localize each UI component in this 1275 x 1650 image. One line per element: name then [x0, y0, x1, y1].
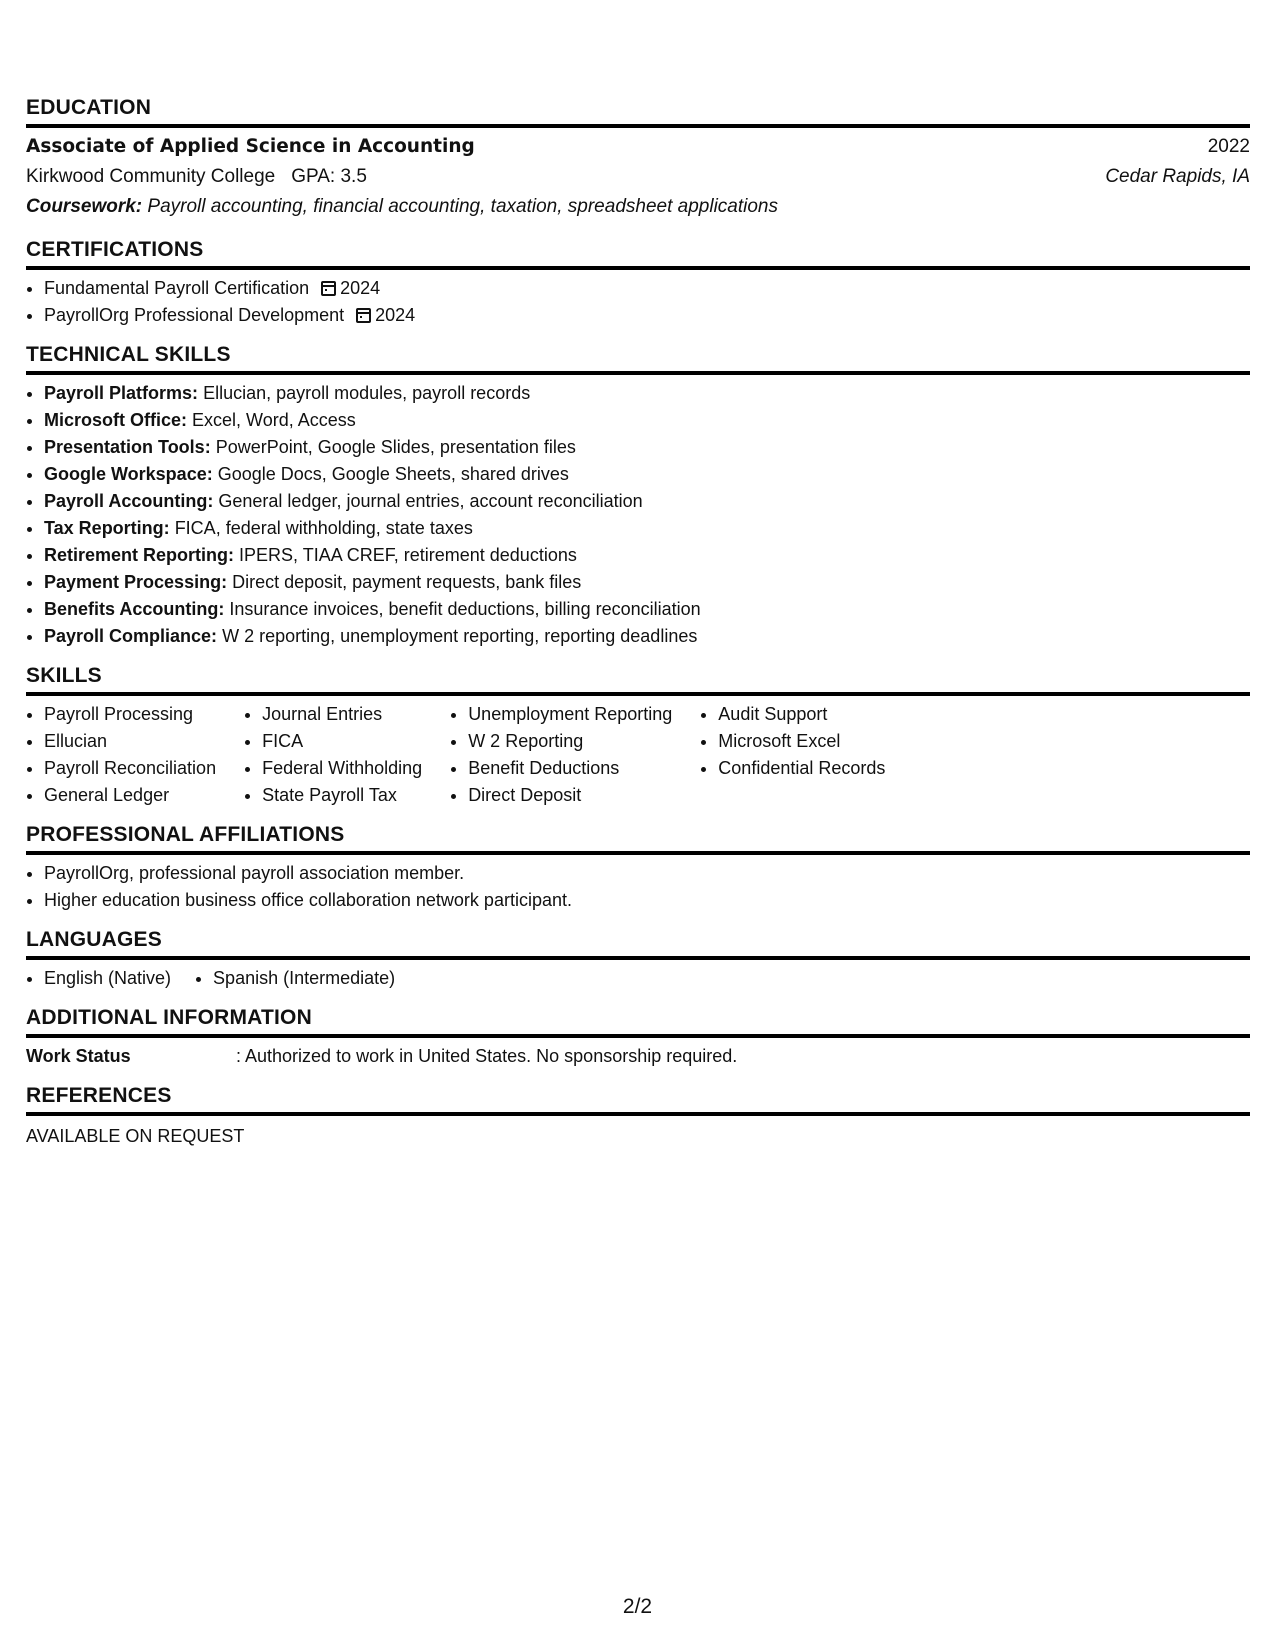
skill-item: • Audit Support [718, 701, 885, 728]
language-item: • English (Native) [44, 965, 171, 992]
skill-details: Excel, Word, Access [192, 410, 356, 430]
skill-details: General ledger, journal entries, account reconciliation [218, 491, 643, 511]
technical-skills-section [26, 343, 1250, 650]
section-title-references: REFERENCES [26, 1084, 1250, 1116]
skills-column [26, 701, 216, 809]
technical-skill-item [44, 434, 1250, 461]
technical-skill-item [44, 596, 1250, 623]
section-title-certifications: CERTIFICATIONS [26, 238, 1250, 270]
skill-category: Presentation Tools: [44, 437, 211, 457]
skill-item: • Ellucian [44, 728, 216, 755]
language-item: • Spanish (Intermediate) [213, 965, 395, 992]
skill-details: FICA, federal withholding, state taxes [174, 518, 473, 538]
school-name: Kirkwood Community College [26, 166, 276, 187]
graduation-year: 2022 [1207, 136, 1250, 157]
skill-details: Google Docs, Google Sheets, shared drives [217, 464, 569, 484]
coursework-text: Payroll accounting, financial accounting, taxation, spreadsheet applications [147, 196, 778, 217]
page-number: 2/2 [622, 1595, 653, 1618]
certifications-section [26, 238, 1250, 329]
section-title-languages: LANGUAGES [26, 928, 1250, 960]
skill-details: Direct deposit, payment requests, bank files [232, 572, 582, 592]
skills-column [700, 701, 885, 809]
technical-skill-item [44, 488, 1250, 515]
skill-item: • FICA [262, 728, 422, 755]
skill-category: Payroll Compliance: [44, 626, 218, 646]
school-location: Cedar Rapids, IA [1105, 166, 1250, 187]
references-section [26, 1084, 1250, 1150]
skills-grid [26, 701, 1250, 809]
additional-info-section [26, 1006, 1250, 1070]
skill-item: • Direct Deposit [468, 782, 672, 809]
skill-item: • W 2 Reporting [468, 728, 672, 755]
work-status-label: Work Status [26, 1046, 131, 1066]
skill-item: • Payroll Processing [44, 701, 216, 728]
work-status-row [26, 1042, 1250, 1070]
skill-item: • Payroll Reconciliation [44, 755, 216, 782]
skill-details: Ellucian, payroll modules, payroll records [203, 383, 531, 403]
skill-category: Microsoft Office: [44, 410, 188, 430]
skill-category: Retirement Reporting: [44, 545, 235, 565]
certification-item [44, 302, 1250, 329]
references-text: AVAILABLE ON REQUEST [26, 1126, 245, 1146]
section-title-additional-info: ADDITIONAL INFORMATION [26, 1006, 1250, 1038]
skill-details: W 2 reporting, unemployment reporting, reporting deadlines [222, 626, 698, 646]
certification-name: PayrollOrg Professional Development [44, 305, 345, 325]
languages-list [26, 965, 1250, 992]
skill-category: Payroll Accounting: [44, 491, 214, 511]
work-status-value: : Authorized to work in United States. No sponsorship required. [236, 1046, 738, 1066]
skill-item: • Federal Withholding [262, 755, 422, 782]
certification-year: 2024 [375, 305, 416, 325]
technical-skill-item [44, 623, 1250, 650]
technical-skill-item [44, 461, 1250, 488]
affiliation-item: • Higher education business office collaboration network participant. [44, 887, 1250, 914]
section-title-technical-skills: TECHNICAL SKILLS [26, 343, 1250, 375]
certification-name: Fundamental Payroll Certification [44, 278, 310, 298]
skills-column [244, 701, 422, 809]
skill-category: Benefits Accounting: [44, 599, 225, 619]
resume-page [26, 96, 1250, 1150]
skills-column [450, 701, 672, 809]
technical-skills-list [26, 380, 1250, 650]
education-school-row [26, 162, 1250, 192]
section-title-affiliations: PROFESSIONAL AFFILIATIONS [26, 823, 1250, 855]
skill-item: • Microsoft Excel [718, 728, 885, 755]
skill-category: Payment Processing: [44, 572, 228, 592]
technical-skill-item [44, 542, 1250, 569]
skill-item: • Journal Entries [262, 701, 422, 728]
affiliation-item: • PayrollOrg, professional payroll association member. [44, 860, 1250, 887]
skills-section [26, 664, 1250, 809]
coursework-row [26, 192, 1250, 222]
languages-section [26, 928, 1250, 992]
affiliations-list [26, 860, 1250, 914]
section-title-education: EDUCATION [26, 96, 1250, 128]
skill-item: • Unemployment Reporting [468, 701, 672, 728]
section-title-skills: SKILLS [26, 664, 1250, 696]
education-degree-row [26, 132, 1250, 162]
calendar-icon [356, 308, 371, 323]
technical-skill-item [44, 569, 1250, 596]
skill-details: Insurance invoices, benefit deductions, billing reconciliation [229, 599, 701, 619]
coursework-label: Coursework: [26, 196, 143, 217]
technical-skill-item [44, 380, 1250, 407]
skill-category: Tax Reporting: [44, 518, 170, 538]
calendar-icon [321, 281, 336, 296]
technical-skill-item [44, 515, 1250, 542]
certifications-list [26, 275, 1250, 329]
education-section [26, 96, 1250, 222]
degree: Associate of Applied Science in Accounting [26, 136, 475, 157]
skill-item: • Benefit Deductions [468, 755, 672, 782]
skill-details: IPERS, TIAA CREF, retirement deductions [239, 545, 577, 565]
skill-category: Google Workspace: [44, 464, 213, 484]
skill-details: PowerPoint, Google Slides, presentation files [215, 437, 576, 457]
gpa: GPA: 3.5 [291, 166, 367, 187]
certification-year: 2024 [340, 278, 381, 298]
skill-item: • General Ledger [44, 782, 216, 809]
skill-item: • Confidential Records [718, 755, 885, 782]
skill-item: • State Payroll Tax [262, 782, 422, 809]
affiliations-section [26, 823, 1250, 914]
certification-item [44, 275, 1250, 302]
technical-skill-item [44, 407, 1250, 434]
skill-category: Payroll Platforms: [44, 383, 199, 403]
